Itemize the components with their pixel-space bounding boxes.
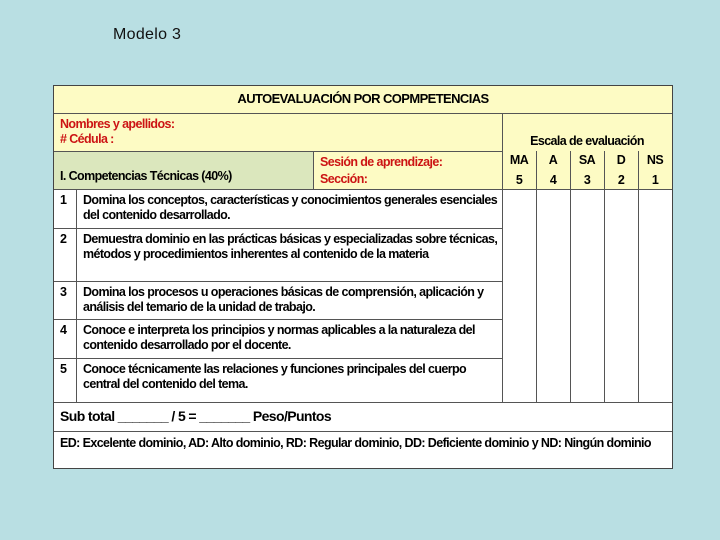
competency-label: I. Competencias Técnicas (40%) (60, 169, 232, 183)
scale-value-4: 4 (549, 173, 557, 187)
scale-code-ns: NS (646, 153, 664, 167)
scale-value-5: 5 (515, 173, 523, 187)
scale-code-d: D (616, 153, 626, 167)
grid-line (54, 431, 672, 432)
item-text: Domina los conceptos, características y conocimientos generales esenciales del contenido desarrollado. (83, 193, 498, 222)
item-number: 2 (60, 232, 67, 246)
scale-code-sa: SA (578, 153, 596, 167)
item-number: 5 (60, 362, 67, 376)
item-number: 1 (60, 193, 67, 207)
name-label: Nombres y apellidos: (60, 117, 175, 131)
grid-line (54, 189, 672, 190)
form-title-cell (54, 86, 672, 113)
session-cell (313, 151, 502, 189)
section-label: Sección: (320, 172, 368, 186)
item-text: Conoce e interpreta los principios y normas aplicables a la naturaleza del contenido desarrollado por el docente. (83, 323, 475, 352)
grid-line (54, 281, 502, 282)
slide-title: Modelo 3 (113, 26, 182, 43)
grid-line (54, 113, 672, 114)
item-text: Domina los procesos u operaciones básicas de comprensión, aplicación y análisis del temario de la unidad de trabajo. (83, 285, 484, 314)
grid-line (76, 189, 77, 402)
item-text: Conoce técnicamente las relaciones y funciones principales del cuerpo central del contenido del tema. (83, 362, 467, 391)
grid-line (502, 113, 503, 402)
scale-code-a: A (548, 153, 558, 167)
subtotal-line: Sub total _______ / 5 = _______ Peso/Puntos (60, 408, 332, 424)
grid-line (54, 228, 502, 229)
grid-line (604, 151, 605, 402)
form-title: AUTOEVALUACIÓN POR COPMPETENCIAS (237, 91, 489, 106)
item-text: Demuestra dominio en las prácticas básicas y especializadas sobre técnicas, métodos y procedimientos inherentes al contenido de la materia (83, 232, 498, 261)
item-number: 4 (60, 323, 67, 337)
scale-title: Escala de evaluación (530, 134, 644, 148)
grid-line (313, 151, 314, 189)
grid-line (54, 402, 672, 403)
session-label: Sesión de aprendizaje: (320, 155, 443, 169)
scale-title-cell (502, 113, 672, 151)
id-label: # Cédula : (60, 132, 114, 146)
self-assessment-form (53, 85, 673, 469)
grid-line (54, 319, 502, 320)
scale-code-ma: MA (509, 153, 529, 167)
scale-value-2: 2 (617, 173, 625, 187)
competency-label-cell (54, 151, 313, 189)
scale-value-3: 3 (583, 173, 591, 187)
student-info-cell (54, 113, 502, 151)
grid-line (638, 151, 639, 402)
grid-line (536, 151, 537, 402)
grid-line (54, 358, 502, 359)
grid-line (570, 151, 571, 402)
grid-line (54, 151, 502, 152)
item-number: 3 (60, 285, 67, 299)
scale-legend: ED: Excelente dominio, AD: Alto dominio, RD: Regular dominio, DD: Deficiente dominio y ND: Ningún dominio (60, 436, 651, 450)
scale-value-1: 1 (651, 173, 659, 187)
